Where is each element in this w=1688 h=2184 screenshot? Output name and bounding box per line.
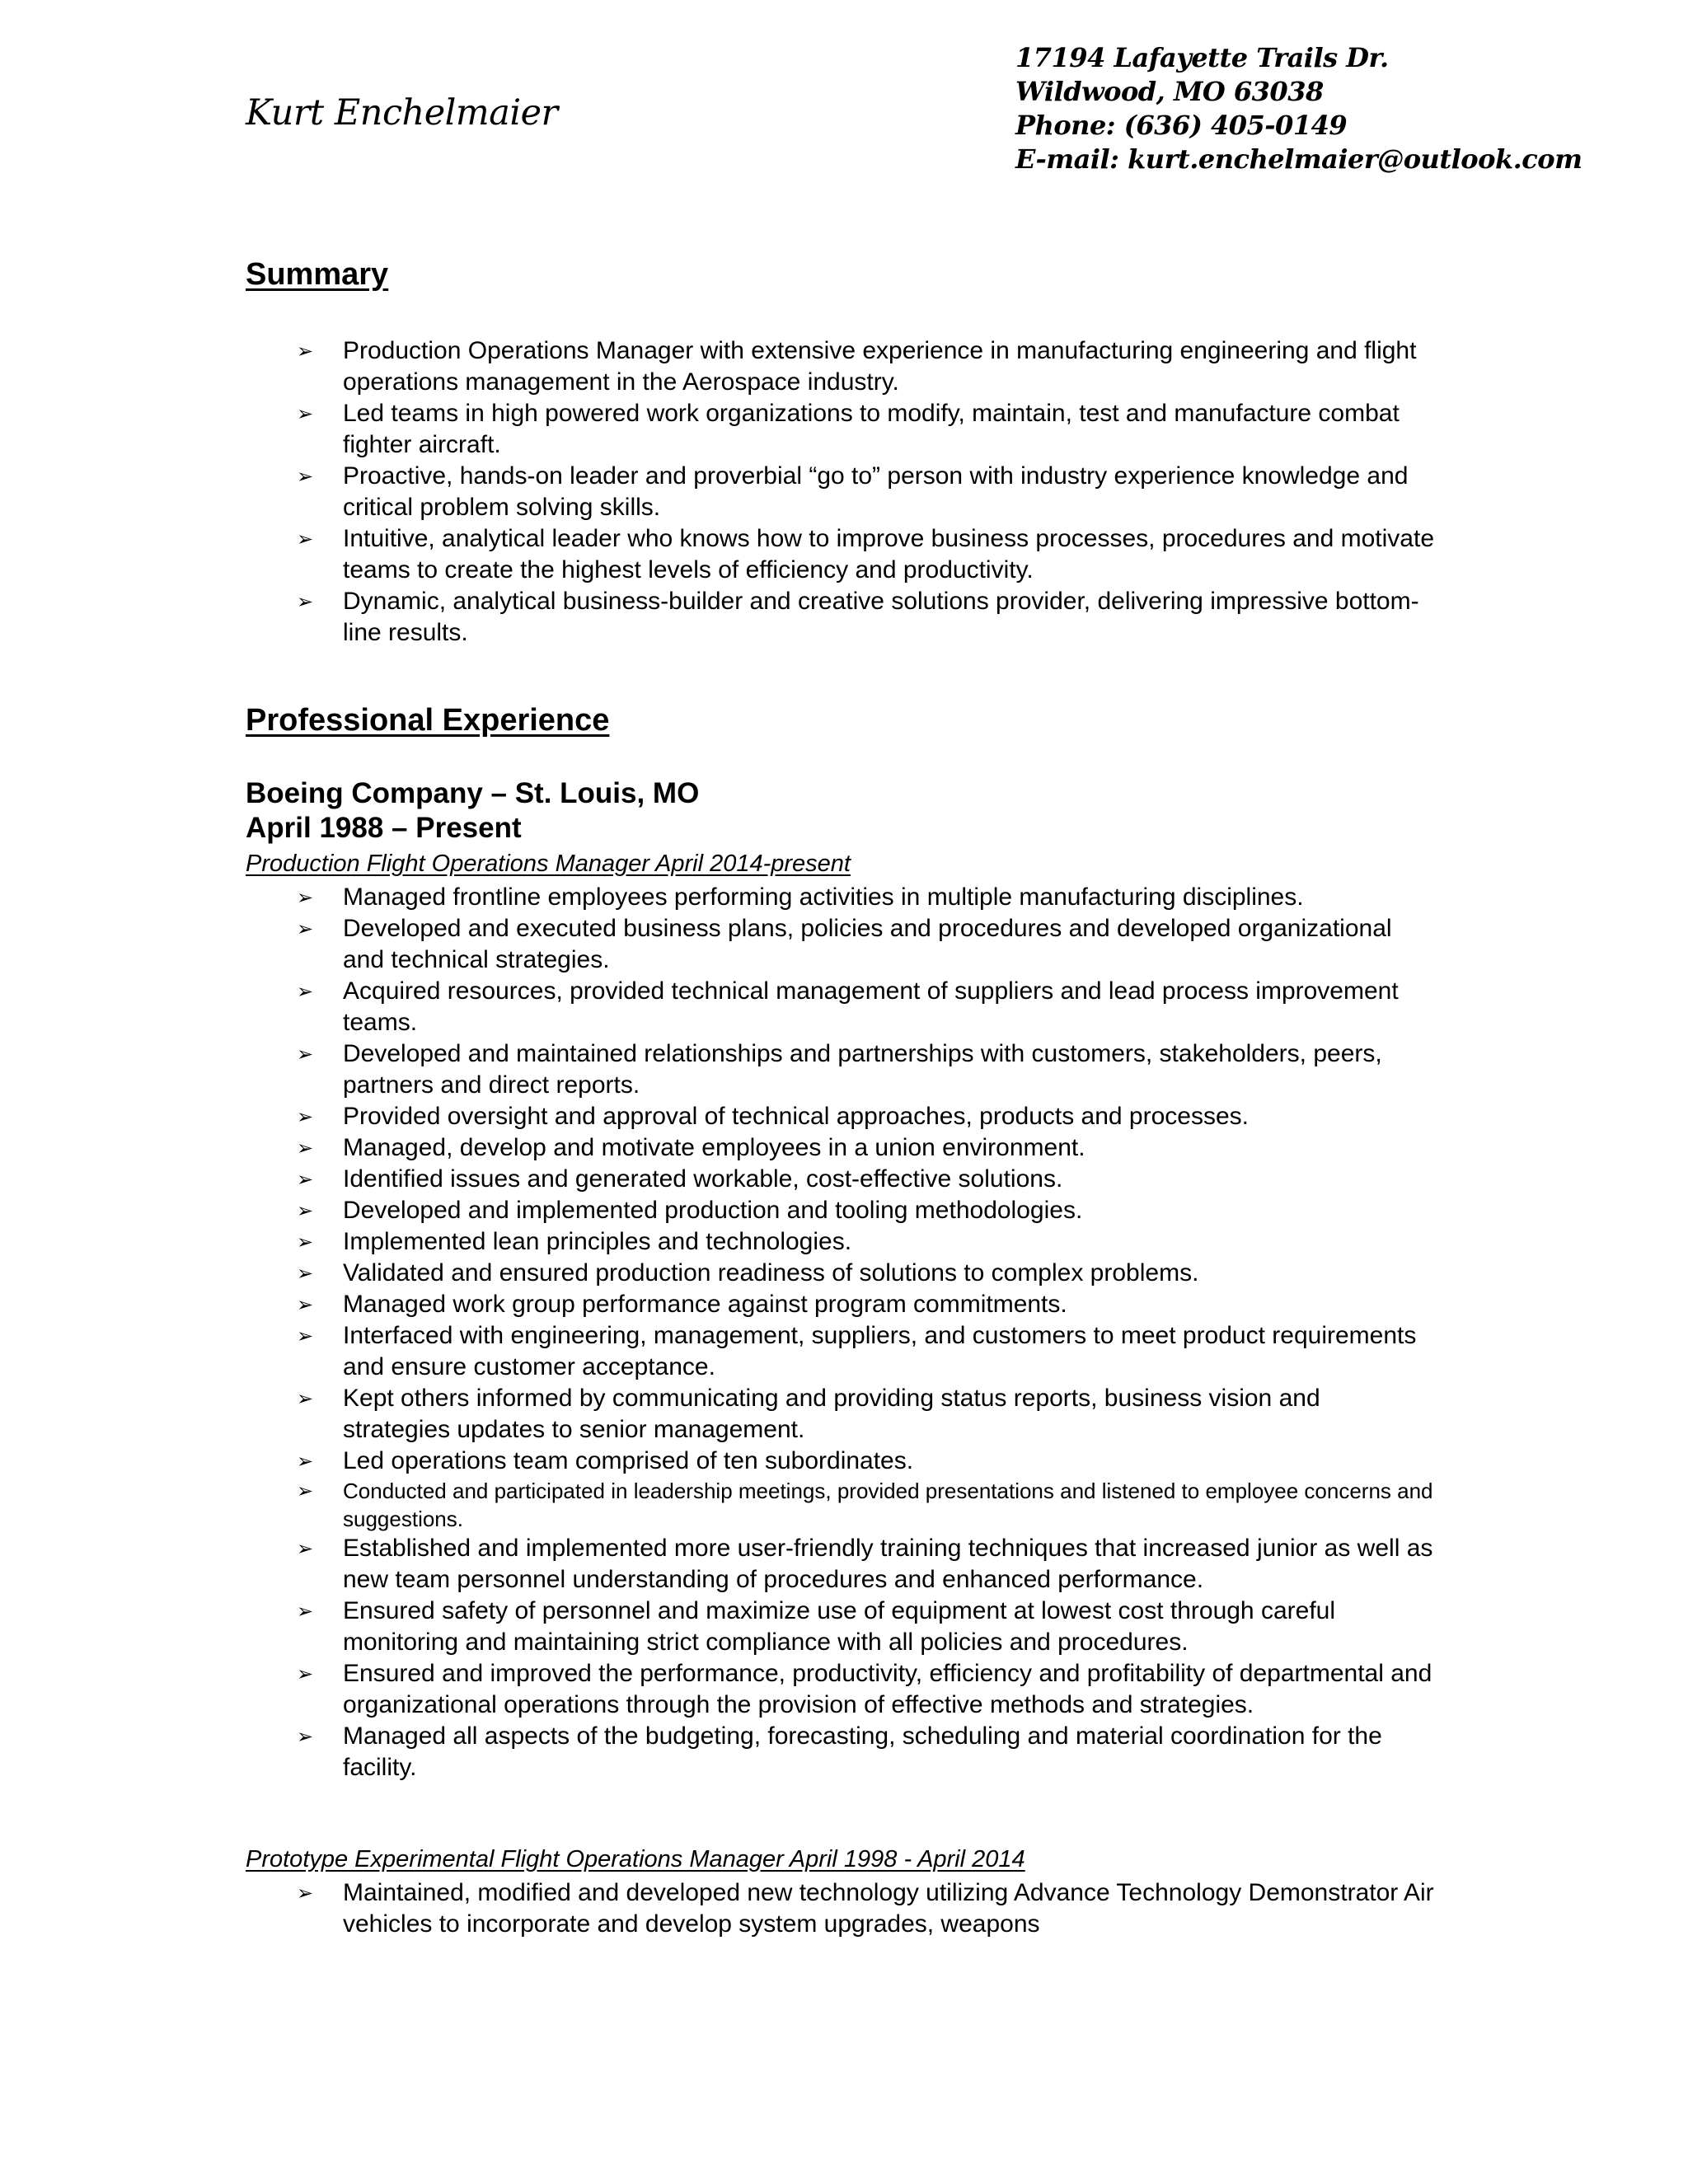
arrowhead-bullet-icon: ➢ — [297, 1293, 314, 1316]
role-title: Prototype Experimental Flight Operations Manager April 1998 - April 2014 — [246, 1846, 1025, 1872]
company-name: Boeing Company – St. Louis, MO — [246, 777, 700, 809]
list-item: ➢ Identified issues and generated workable, cost-effective solutions. — [297, 1164, 1434, 1195]
arrowhead-bullet-icon: ➢ — [297, 1230, 314, 1254]
list-item: ➢ Developed and implemented production and tooling methodologies. — [297, 1195, 1434, 1226]
role-title: Production Flight Operations Manager April 2014-present — [246, 851, 851, 877]
list-item: ➢ Implemented lean principles and technologies. — [297, 1226, 1434, 1258]
arrowhead-bullet-icon: ➢ — [297, 1537, 314, 1560]
arrowhead-bullet-icon: ➢ — [297, 1600, 314, 1623]
arrowhead-bullet-icon: ➢ — [297, 886, 314, 909]
arrowhead-bullet-icon: ➢ — [297, 1479, 314, 1502]
list-item: ➢ Maintained, modified and developed new technology utilizing Advance Technology Demonstrator Air vehicles to incorporate and develop system upgrades, weapons — [297, 1879, 1434, 1938]
list-item: ➢ Managed frontline employees performing activities in multiple manufacturing disciplines. — [297, 882, 1434, 913]
arrowhead-bullet-icon: ➢ — [297, 1450, 314, 1473]
list-item: ➢ Validated and ensured production readiness of solutions to complex problems. — [297, 1258, 1434, 1289]
arrowhead-bullet-icon: ➢ — [297, 1199, 314, 1222]
list-item: ➢ Provided oversight and approval of technical approaches, products and processes. — [297, 1101, 1434, 1132]
list-item: ➢ Led teams in high powered work organizations to modify, maintain, test and manufacture combat fighter aircraft. — [297, 400, 1400, 458]
arrowhead-bullet-icon: ➢ — [297, 1043, 314, 1066]
arrowhead-bullet-icon: ➢ — [297, 527, 314, 551]
list-item: ➢ Proactive, hands-on leader and proverbial “go to” person with industry experience knowledge and critical problem solving skills. — [297, 462, 1409, 521]
phone: Phone: (636) 405-0149 — [1015, 110, 1348, 141]
list-item: ➢ Ensured and improved the performance, productivity, efficiency and profitability of departmental and organizational operations through the provision of effective methods and strategies. — [297, 1660, 1432, 1718]
role-duties-list — [297, 1877, 1434, 1940]
experience-heading: Professional Experience — [246, 703, 610, 738]
list-item: ➢ Managed all aspects of the budgeting, forecasting, scheduling and material coordination for the facility. — [297, 1722, 1382, 1781]
arrowhead-bullet-icon: ➢ — [297, 590, 314, 613]
arrowhead-bullet-icon: ➢ — [297, 465, 314, 488]
list-item: ➢ Developed and executed business plans, policies and procedures and developed organizational and technical strategies. — [297, 915, 1392, 973]
list-item: ➢ Developed and maintained relationships and partnerships with customers, stakeholders, peers, partners and direct reports. — [297, 1040, 1382, 1099]
arrowhead-bullet-icon: ➢ — [297, 1105, 314, 1128]
list-item: ➢ Acquired resources, provided technical management of suppliers and lead process improvement teams. — [297, 977, 1399, 1036]
employment-dates: April 1988 – Present — [246, 812, 522, 844]
arrowhead-bullet-icon: ➢ — [297, 1168, 314, 1191]
summary-heading: Summary — [246, 257, 389, 292]
list-item: ➢ Production Operations Manager with extensive experience in manufacturing engineering and flight operations management in the Aerospace industry. — [297, 337, 1417, 396]
arrowhead-bullet-icon: ➢ — [297, 980, 314, 1003]
list-item: ➢ Led operations team comprised of ten subordinates. — [297, 1446, 1434, 1477]
arrowhead-bullet-icon: ➢ — [297, 1662, 314, 1685]
arrowhead-bullet-icon: ➢ — [297, 917, 314, 940]
arrowhead-bullet-icon: ➢ — [297, 1387, 314, 1410]
email: E-mail: kurt.enchelmaier@outlook.com — [1015, 143, 1582, 175]
address-line-2: Wildwood, MO 63038 — [1015, 76, 1324, 107]
candidate-name: Kurt Enchelmaier — [246, 92, 558, 134]
list-item: ➢ Established and implemented more user-friendly training techniques that increased junior as well as new team personnel understanding of procedures and enhanced performance. — [297, 1535, 1433, 1593]
list-item: ➢ Ensured safety of personnel and maximize use of equipment at lowest cost through careful monitoring and maintaining strict compliance with all policies and procedures. — [297, 1597, 1335, 1656]
arrowhead-bullet-icon: ➢ — [297, 1882, 314, 1905]
contact-block — [1015, 41, 1582, 176]
role-duties-list — [297, 882, 1434, 1783]
summary-list — [297, 335, 1434, 649]
arrowhead-bullet-icon: ➢ — [297, 1725, 314, 1748]
arrowhead-bullet-icon: ➢ — [297, 1262, 314, 1285]
list-item: ➢ Managed, develop and motivate employees in a union environment. — [297, 1132, 1434, 1164]
list-item: ➢ Interfaced with engineering, management, suppliers, and customers to meet product requirements and ensure customer acceptance. — [297, 1322, 1417, 1380]
address-line-1: 17194 Lafayette Trails Dr. — [1015, 42, 1389, 73]
list-item: ➢ Kept others informed by communicating and providing status reports, business vision and strategies updates to senior management. — [297, 1385, 1320, 1443]
arrowhead-bullet-icon: ➢ — [297, 1324, 314, 1347]
list-item: ➢ Dynamic, analytical business-builder and creative solutions provider, delivering impressive bottom-line results. — [297, 588, 1419, 646]
list-item: ➢ Conducted and participated in leadership meetings, provided presentations and listened to employee concerns and suggestions. — [297, 1479, 1433, 1531]
arrowhead-bullet-icon: ➢ — [297, 402, 314, 425]
arrowhead-bullet-icon: ➢ — [297, 340, 314, 363]
list-item: ➢ Intuitive, analytical leader who knows how to improve business processes, procedures and motivate teams to create the highest levels of efficiency and productivity. — [297, 525, 1435, 583]
list-item: ➢ Managed work group performance against program commitments. — [297, 1289, 1434, 1320]
arrowhead-bullet-icon: ➢ — [297, 1137, 314, 1160]
